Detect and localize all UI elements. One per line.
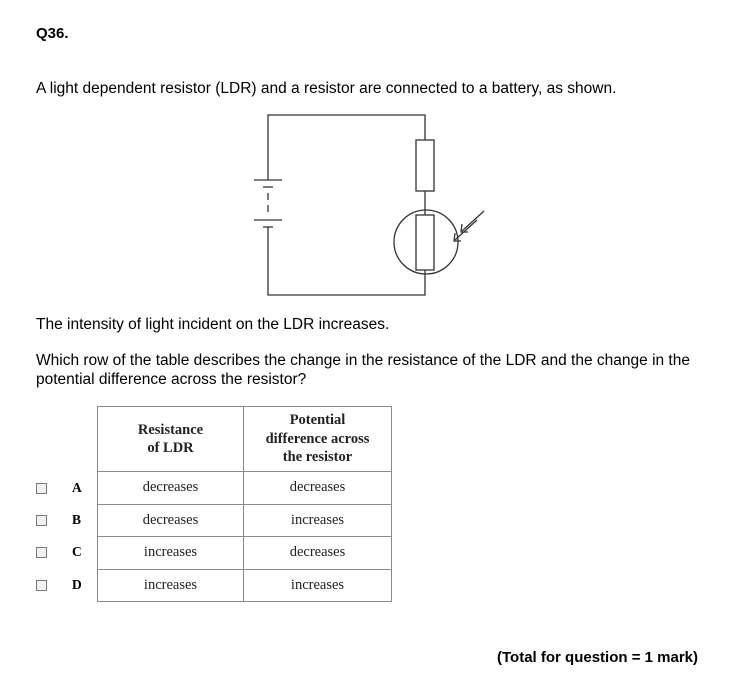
cell-resistance-a: decreases bbox=[98, 472, 244, 505]
answer-checkbox-d[interactable] bbox=[36, 580, 47, 591]
cell-resistance-c: increases bbox=[98, 537, 244, 570]
resistor-symbol bbox=[416, 140, 434, 191]
option-letter-b: B bbox=[72, 512, 82, 527]
ldr-symbol bbox=[394, 210, 458, 274]
question-stem-line1: The intensity of light incident on the LDR increases. bbox=[36, 316, 390, 333]
answer-checkbox-a[interactable] bbox=[36, 483, 47, 494]
total-marks: (Total for question = 1 mark) bbox=[497, 649, 698, 666]
answer-table bbox=[97, 406, 392, 602]
circuit-diagram bbox=[0, 0, 756, 320]
cell-pd-d: increases bbox=[244, 569, 392, 602]
cell-pd-a: decreases bbox=[244, 472, 392, 505]
header-resistance: Resistance of LDR bbox=[98, 407, 244, 472]
table-row bbox=[98, 569, 392, 602]
cell-pd-c: decreases bbox=[244, 537, 392, 570]
circuit-wire-bottom bbox=[268, 233, 425, 295]
cell-resistance-d: increases bbox=[98, 569, 244, 602]
table-row bbox=[98, 504, 392, 537]
question-number: Q36. bbox=[36, 25, 69, 42]
option-letter-c: C bbox=[72, 544, 82, 559]
option-letter-a: A bbox=[72, 480, 82, 495]
question-stem-line2: Which row of the table describes the change in the resistance of the LDR and the change in the potential difference across the resistor? bbox=[36, 352, 690, 388]
table-row bbox=[98, 472, 392, 505]
light-arrows-icon bbox=[454, 211, 484, 241]
circuit-wire-top bbox=[268, 115, 425, 180]
question-intro: A light dependent resistor (LDR) and a resistor are connected to a battery, as shown. bbox=[36, 80, 617, 97]
header-pd: Potential difference across the resistor bbox=[244, 407, 392, 472]
battery-symbol bbox=[254, 180, 282, 233]
option-letter-d: D bbox=[72, 577, 82, 592]
table-row bbox=[98, 537, 392, 570]
cell-resistance-b: decreases bbox=[98, 504, 244, 537]
answer-checkbox-b[interactable] bbox=[36, 515, 47, 526]
answer-checkbox-c[interactable] bbox=[36, 547, 47, 558]
cell-pd-b: increases bbox=[244, 504, 392, 537]
